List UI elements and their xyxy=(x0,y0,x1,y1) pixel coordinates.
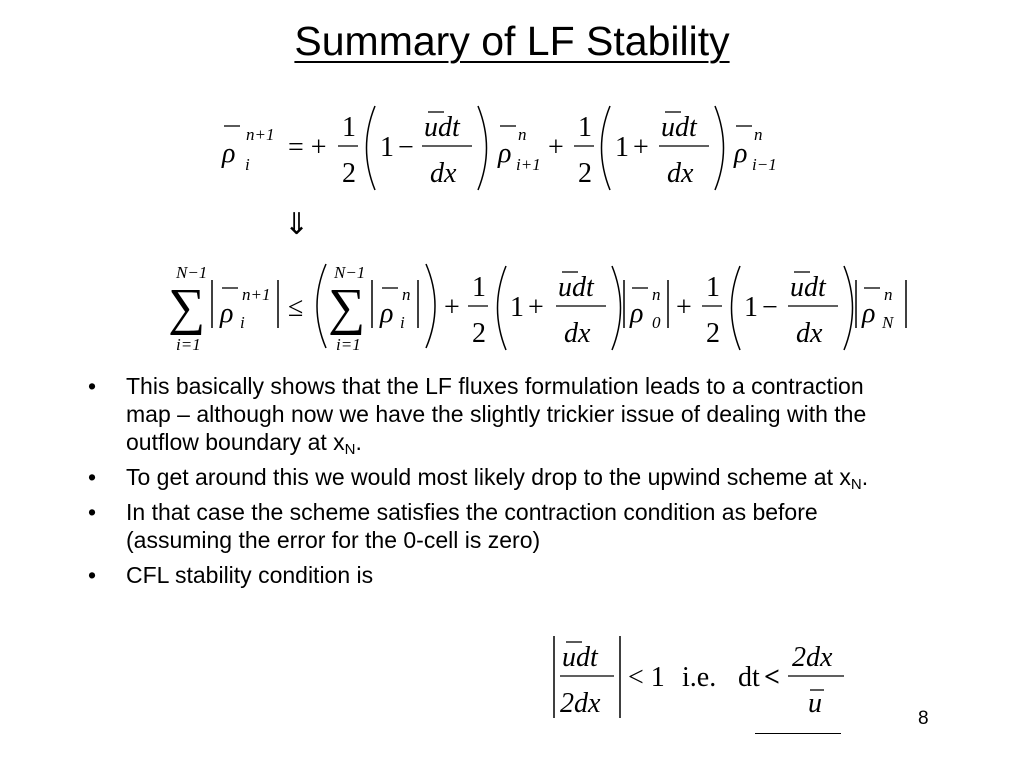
svg-text:N−1: N−1 xyxy=(334,263,366,282)
svg-text:ρ: ρ xyxy=(862,298,876,329)
svg-text:1: 1 xyxy=(510,292,524,323)
svg-text:i=1: i=1 xyxy=(176,335,201,354)
svg-text:1: 1 xyxy=(578,112,592,143)
svg-text:n: n xyxy=(518,125,527,144)
svg-text:= +: = + xyxy=(288,132,327,163)
svg-text:n: n xyxy=(884,285,893,304)
svg-text:1: 1 xyxy=(472,272,486,303)
svg-text:i.e.: i.e. xyxy=(682,662,717,693)
rho-symbol: ρ xyxy=(222,138,236,169)
svg-text:∑: ∑ xyxy=(328,279,366,336)
svg-text:i=1: i=1 xyxy=(336,335,361,354)
bullet-marker: • xyxy=(88,499,97,525)
lf-update-equation xyxy=(210,98,800,198)
bullet-item: • In that case the scheme satisfies the contraction condition as before (assuming the error for the 0-cell is zero) xyxy=(88,499,818,553)
svg-text:<: < xyxy=(764,662,780,693)
svg-text:udt: udt xyxy=(661,112,697,143)
slide-title: Summary of LF Stability xyxy=(294,18,730,64)
svg-text:ρ: ρ xyxy=(630,298,644,329)
svg-text:2: 2 xyxy=(578,158,592,189)
implies-arrow xyxy=(282,204,312,244)
svg-text:dx: dx xyxy=(796,318,823,349)
svg-text:ρ: ρ xyxy=(498,138,512,169)
norm-inequality-equation xyxy=(168,258,928,358)
svg-text:ρ: ρ xyxy=(734,138,748,169)
svg-text:udt: udt xyxy=(790,272,826,303)
sigma-symbol: ∑ xyxy=(168,279,206,336)
svg-text:udt: udt xyxy=(424,112,460,143)
footer-rule xyxy=(755,733,841,734)
svg-text:1: 1 xyxy=(744,292,758,323)
svg-text:n+1: n+1 xyxy=(242,285,271,304)
svg-text:dt: dt xyxy=(738,662,760,693)
svg-text:n: n xyxy=(652,285,661,304)
svg-text:< 1: < 1 xyxy=(628,662,665,693)
svg-text:i+1: i+1 xyxy=(516,155,541,174)
svg-text:2dx: 2dx xyxy=(792,642,833,673)
svg-text:dx: dx xyxy=(667,158,694,189)
svg-text:2: 2 xyxy=(342,158,356,189)
svg-text:dx: dx xyxy=(564,318,591,349)
bullet-item: • To get around this we would most likely drop to the upwind scheme at $x_N$. xyxy=(88,464,869,493)
svg-text:≤: ≤ xyxy=(288,292,304,323)
svg-text:+: + xyxy=(528,292,544,323)
cfl-condition-equation xyxy=(548,632,858,722)
svg-text:ρ: ρ xyxy=(380,298,394,329)
svg-text:0: 0 xyxy=(652,313,661,332)
svg-text:+: + xyxy=(633,132,649,163)
bullet-item: • CFL stability condition is xyxy=(88,562,374,588)
svg-text:udt: udt xyxy=(558,272,594,303)
svg-text:udt: udt xyxy=(562,642,598,673)
svg-text:1: 1 xyxy=(706,272,720,303)
svg-text:2: 2 xyxy=(472,318,486,349)
svg-text:+: + xyxy=(444,292,460,323)
svg-text:2dx: 2dx xyxy=(560,688,601,719)
bullet-item: • This basically shows that the LF fluxes formulation leads to a contraction map – although now we have the slightly trickier issue of dealing with the outflow boundary at $x_N$. xyxy=(88,373,867,458)
svg-text:dx: dx xyxy=(430,158,457,189)
svg-text:n: n xyxy=(754,125,763,144)
svg-text:2: 2 xyxy=(706,318,720,349)
svg-text:1: 1 xyxy=(615,132,629,163)
svg-text:N−1: N−1 xyxy=(176,263,208,282)
svg-text:i: i xyxy=(400,313,405,332)
bullet-marker: • xyxy=(88,464,97,490)
svg-text:u: u xyxy=(808,688,822,719)
svg-text:i: i xyxy=(240,313,245,332)
bullet-marker: • xyxy=(88,562,97,588)
svg-text:+: + xyxy=(548,132,564,163)
svg-text:⇓: ⇓ xyxy=(284,208,310,241)
svg-text:i: i xyxy=(245,155,250,174)
svg-text:−: − xyxy=(398,132,414,163)
svg-text:1: 1 xyxy=(342,112,356,143)
svg-text:n+1: n+1 xyxy=(246,125,275,144)
svg-text:1: 1 xyxy=(380,132,394,163)
svg-text:i−1: i−1 xyxy=(752,155,777,174)
svg-text:n: n xyxy=(402,285,411,304)
svg-text:+: + xyxy=(676,292,692,323)
bullet-list xyxy=(88,372,908,596)
svg-text:−: − xyxy=(762,292,778,323)
svg-text:N: N xyxy=(882,313,894,332)
page-number: 8 xyxy=(918,708,929,729)
svg-text:ρ: ρ xyxy=(220,298,234,329)
bullet-marker: • xyxy=(88,373,97,399)
